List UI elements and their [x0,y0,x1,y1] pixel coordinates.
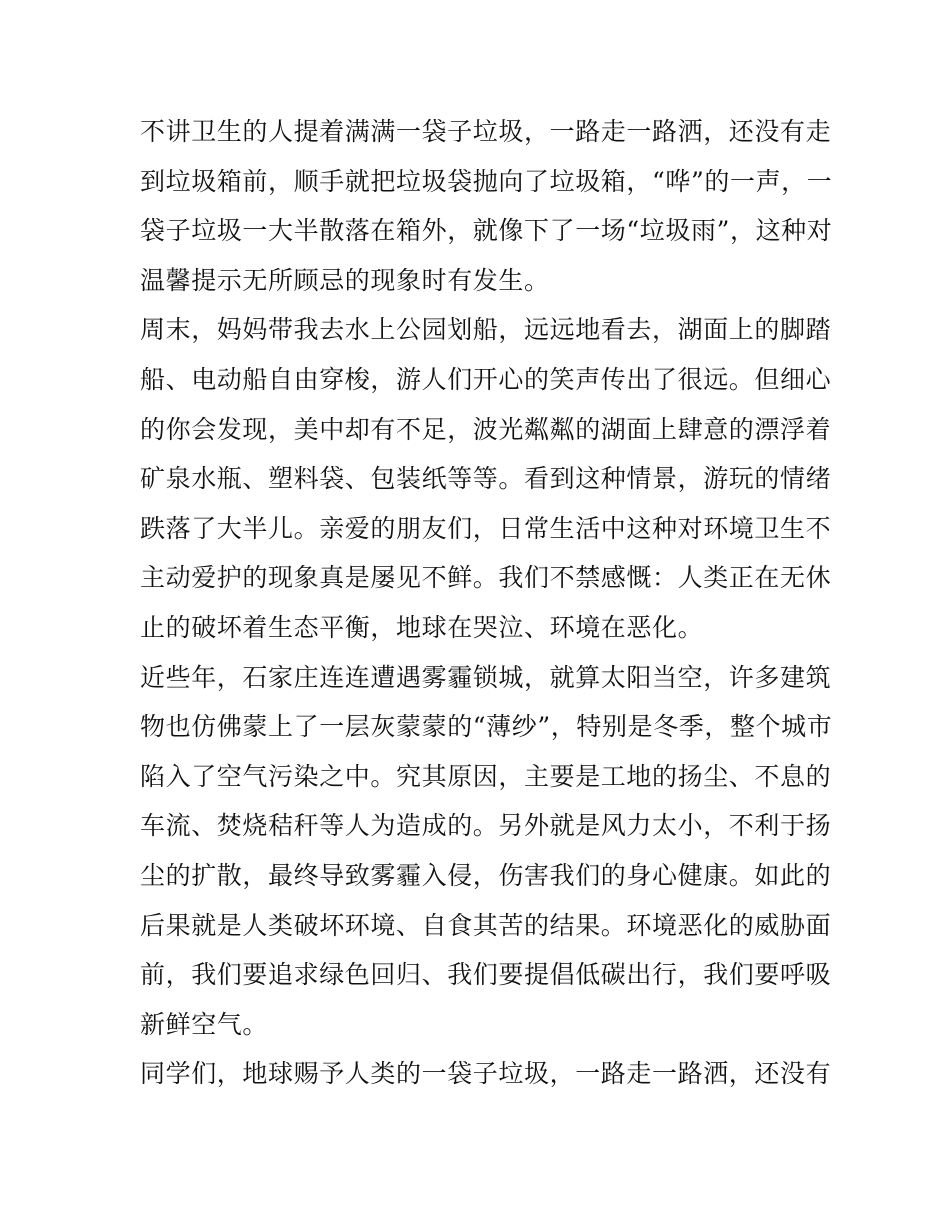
text-line: 尘的扩散，最终导致雾霾入侵，伤害我们的身心健康。如此的 [140,860,832,890]
text-line: 前，我们要追求绿色回归、我们要提倡低碳出行，我们要呼吸 [140,960,832,990]
text-line: 止的破坏着生态平衡，地球在哭泣、环境在恶化。 [140,612,704,642]
text-line: 同学们，地球赐予人类的一袋子垃圾，一路走一路洒，还没有 [140,1059,832,1089]
text-line: 到垃圾箱前，顺手就把垃圾袋抛向了垃圾箱，“哗”的一声，一 [140,166,833,196]
text-line: 矿泉水瓶、塑料袋、包装纸等等。看到这种情景，游玩的情绪 [140,464,832,494]
body-text [140,107,833,1099]
text-line: 后果就是人类破坏环境、自食其苦的结果。环境恶化的威胁面 [140,910,832,940]
text-line: 物也仿佛蒙上了一层灰蒙蒙的“薄纱”，特别是冬季，整个城市 [140,712,833,742]
text-line: 近些年，石家庄连连遭遇雾霾锁城，就算太阳当空，许多建筑 [140,662,832,692]
text-line: 温馨提示无所顾忌的现象时有发生。 [140,265,550,295]
text-line: 车流、焚烧秸秆等人为造成的。另外就是风力太小，不利于扬 [140,811,832,841]
text-line: 不讲卫生的人提着满满一袋子垃圾，一路走一路洒，还没有走 [140,117,832,146]
text-line: 跌落了大半儿。亲爱的朋友们，日常生活中这种对环境卫生不 [140,513,832,543]
text-line: 的你会发现，美中却有不足，波光粼粼的湖面上肆意的漂浮着 [140,414,832,444]
text-line: 主动爱护的现象真是屡见不鲜。我们不禁感慨：人类正在无休 [140,563,832,593]
text-line: 船、电动船自由穿梭，游人们开心的笑声传出了很远。但细心 [140,364,832,394]
text-line: 周末，妈妈带我去水上公园划船，远远地看去，湖面上的脚踏 [140,315,832,345]
text-line: 新鲜空气。 [140,1009,269,1039]
text-line: 陷入了空气污染之中。究其原因，主要是工地的扬尘、不息的 [140,761,832,791]
text-line: 袋子垃圾一大半散落在箱外，就像下了一场“垃圾雨”，这种对 [140,216,833,246]
